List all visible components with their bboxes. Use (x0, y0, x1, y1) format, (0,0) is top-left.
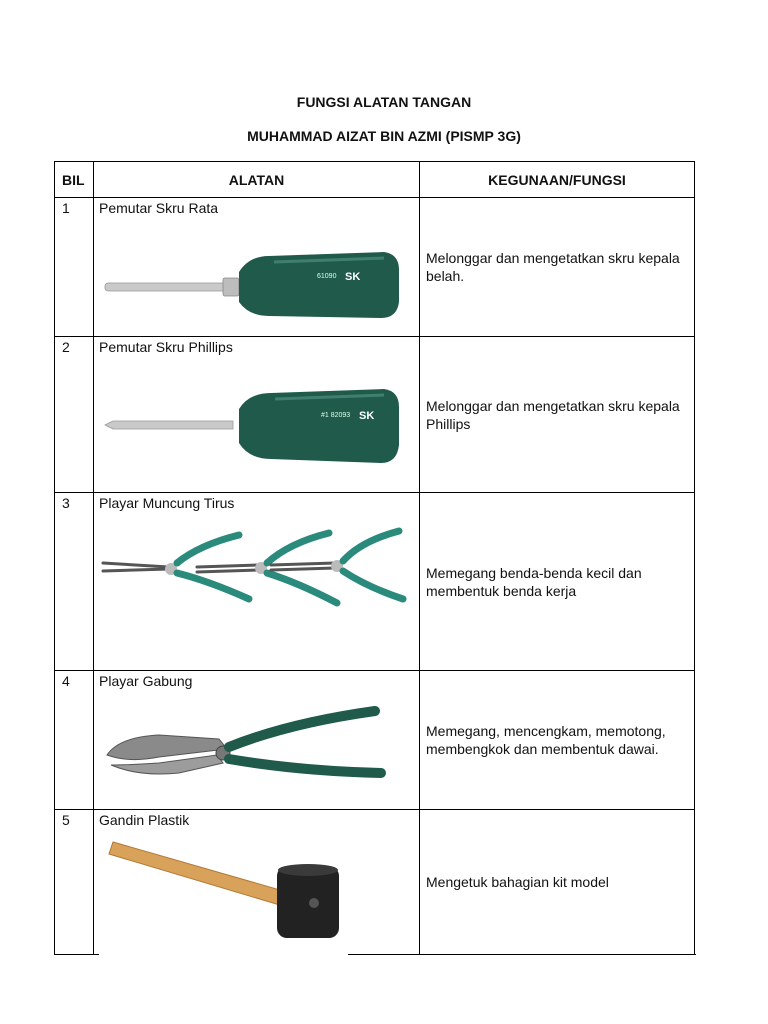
screwdriver-code-text: 61090 (317, 273, 337, 280)
tool-function: Memegang benda-benda kecil dan membentuk benda kerja (420, 493, 695, 671)
tool-function: Melonggar dan mengetatkan skru kepala Phillips (420, 337, 695, 493)
tool-cell (94, 810, 420, 954)
table-bottom-rule-left (54, 954, 99, 955)
row-number: 5 (55, 810, 94, 954)
needle-nose-pliers-image (99, 515, 409, 615)
tool-function: Mengetuk bahagian kit model (420, 810, 695, 954)
tool-cell (94, 198, 420, 337)
document-title: FUNGSI ALATAN TANGAN (296, 94, 472, 110)
row-number: 4 (55, 671, 94, 810)
tool-name: Gandin Plastik (99, 812, 190, 828)
tool-cell (94, 671, 420, 810)
tool-name: Playar Muncung Tirus (99, 495, 235, 511)
document-subtitle: MUHAMMAD AIZAT BIN AZMI (PISMP 3G) (247, 128, 521, 144)
combination-pliers-image (99, 693, 399, 803)
screwdriver-code-text: #1 82093 (321, 412, 351, 419)
plastic-mallet-image (99, 832, 399, 942)
col-header-alatan: ALATAN (94, 162, 420, 198)
table-row (55, 671, 695, 810)
col-header-fungsi: KEGUNAAN/FUNGSI (420, 162, 695, 198)
tool-name: Playar Gabung (99, 673, 193, 689)
screwdriver-brand-text: SK (345, 271, 361, 283)
row-number: 2 (55, 337, 94, 493)
table-row (55, 198, 695, 337)
tools-table (54, 161, 695, 954)
row-number: 1 (55, 198, 94, 337)
tool-function: Memegang, mencengkam, memotong, membengkok dan membentuk dawai. (420, 671, 695, 810)
phillips-screwdriver-image (99, 359, 399, 479)
table-row (55, 493, 695, 671)
table-bottom-rule-right (348, 954, 696, 955)
tool-cell (94, 337, 420, 493)
tool-name: Pemutar Skru Phillips (99, 339, 233, 355)
table-row (55, 337, 695, 493)
col-header-bil: BIL (55, 162, 94, 198)
table-header-row (55, 162, 695, 198)
row-number: 3 (55, 493, 94, 671)
tool-cell (94, 493, 420, 671)
tool-function: Melonggar dan mengetatkan skru kepala belah. (420, 198, 695, 337)
flat-screwdriver-image (99, 220, 399, 320)
tool-name: Pemutar Skru Rata (99, 200, 219, 216)
table-row (55, 810, 695, 954)
screwdriver-brand-text: SK (359, 410, 375, 422)
